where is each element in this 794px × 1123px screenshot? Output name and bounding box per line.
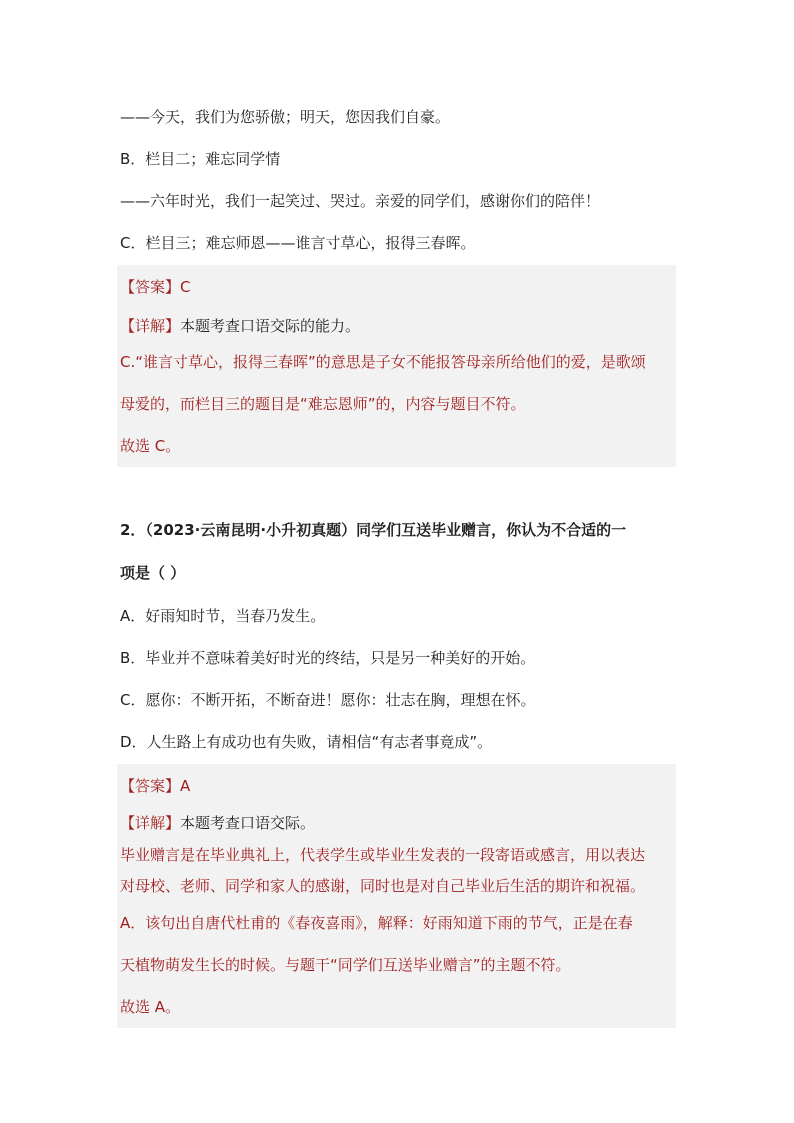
- detail-label: 【详解】: [120, 814, 181, 832]
- q2-explanation-line-4: 天植物萌发生长的时候。与题干“同学们互送毕业赠言”的主题不符。: [120, 956, 571, 974]
- q1-explanation-line-1: C.“谁言寸草心，报得三春晖”的意思是子女不能报答母亲所给他们的爱，是歌颂: [120, 353, 646, 371]
- q2-option-b: B．毕业并不意味着美好时光的终结，只是另一种美好的开始。: [120, 649, 536, 667]
- q2-explanation-line-1: 毕业赠言是在毕业典礼上，代表学生或毕业生发表的一段寄语或感言，用以表达: [120, 846, 646, 864]
- answer-label: 【答案】: [120, 777, 181, 795]
- q2-answer: [120, 776, 190, 796]
- q2-stem-line-1: 2．（2023·云南昆明·小升初真题）同学们互送毕业赠言，你认为不合适的一: [120, 521, 627, 539]
- q2-detail: [120, 813, 315, 833]
- q2-explanation-line-3: A．该句出自唐代杜甫的《春夜喜雨》，解释：好雨知道下雨的节气，正是在春: [120, 914, 633, 932]
- answer-label: 【答案】: [120, 278, 181, 296]
- detail-text: 本题考查口语交际。: [180, 814, 316, 832]
- q2-stem-line-2: 项是（ ）: [120, 564, 186, 582]
- q1-quote-line-2: ——六年时光，我们一起笑过、哭过。亲爱的同学们，感谢你们的陪伴！: [120, 192, 601, 210]
- q1-conclusion: 故选 C。: [120, 437, 181, 455]
- answer-value: A: [180, 777, 191, 795]
- q2-option-d: D．人生路上有成功也有失败，请相信“有志者事竟成”。: [120, 733, 493, 751]
- q2-option-c: C．愿你：不断开拓，不断奋进！愿你：壮志在胸，理想在怀。: [120, 691, 536, 709]
- answer-value: C: [180, 278, 191, 296]
- q1-answer: [120, 277, 191, 297]
- q2-explanation-line-2: 对母校、老师、同学和家人的感谢，同时也是对自己毕业后生活的期许和祝福。: [120, 877, 646, 895]
- detail-label: 【详解】: [120, 317, 181, 335]
- q1-quote-line: ——今天，我们为您骄傲；明天，您因我们自豪。: [120, 108, 451, 126]
- q1-option-b: B．栏目二；难忘同学情: [120, 150, 281, 168]
- q1-detail: [120, 316, 360, 336]
- q2-option-a: A．好雨知时节，当春乃发生。: [120, 607, 326, 625]
- q2-conclusion: 故选 A。: [120, 998, 181, 1016]
- detail-text: 本题考查口语交际的能力。: [180, 317, 361, 335]
- q2-answer-box: [117, 764, 676, 1028]
- q1-explanation-line-2: 母爱的，而栏目三的题目是“难忘恩师”的，内容与题目不符。: [120, 395, 526, 413]
- q1-option-c: C．栏目三；难忘师恩——谁言寸草心，报得三春晖。: [120, 234, 476, 252]
